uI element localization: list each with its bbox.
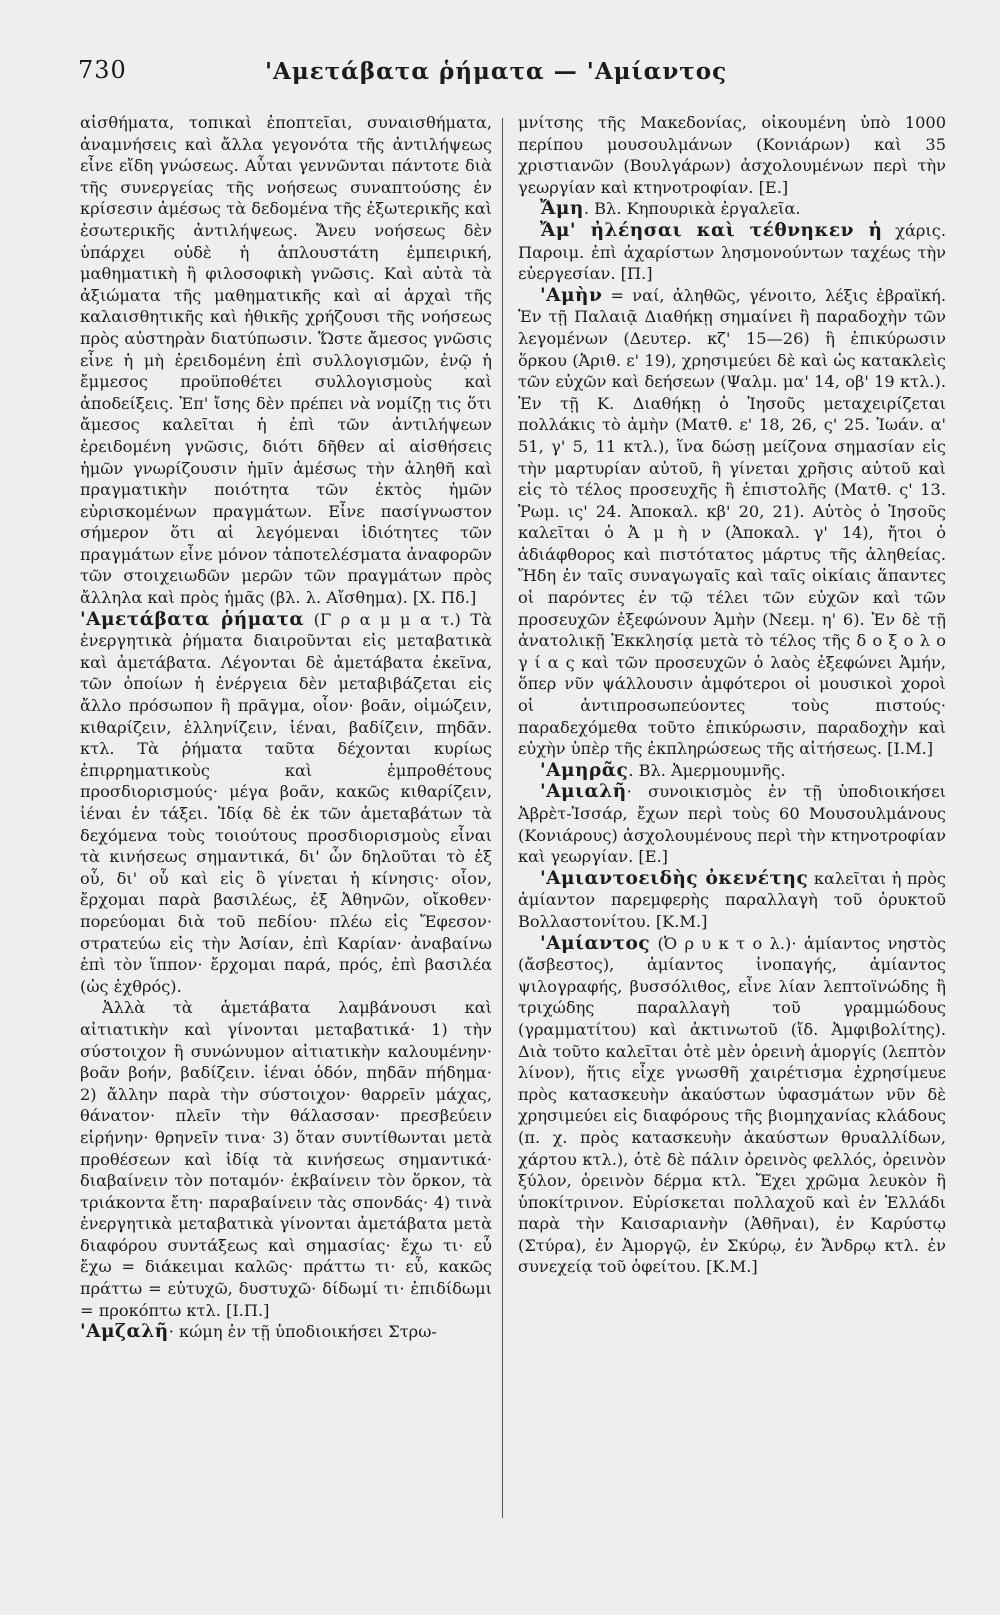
entry-continuation	[80, 112, 492, 609]
entry-amiantos	[518, 933, 946, 1279]
entry-headword: Ἄμη	[540, 198, 584, 220]
entry-text: (Ὀ ρ υ κ τ ο λ.)· ἀμίαντος νηστὸς (ἄσβεστος), ἀμίαντος ἰνοπαγής, ἀμίαντος ψιλογραφής, βυσσόλιθος, εἶνε λίαν λεπτοϊνώδης ἢ τριχώδης παραλλαγὴ τοῦ γραμμώδους (γραμματίτου) καὶ ἀκτινωτοῦ (ἴδ. Ἀμφιβολίτης). Διὰ τοῦτο καλεῖται ὁτὲ μὲν ὀρεινὴ ἀμοργίς (λεπτὸν λίνον), ἥτις εἶχε γνωσθῆ χαιρέτισμα ἐχρησίμευε πρὸς κατασκευὴν ἀκαύστων ὑφασμάτων νῦν δὲ χρησιμεύει εἰς διαφόρους τῆς βιομηχανίας κλάδους (π. χ. πρὸς κατασκευὴν ἀκαύστων θρυαλλίδων, χάρτου κτλ.), ὁτὲ δὲ πάλιν ὀρεινὸς φελλός, ὀρεινὸν ξύλον, ὀρεινὸν δέρμα κτλ. Ἔχει χρῶμα λευκὸν ἢ ὑποκίτρινον. Εὑρίσκεται πολλαχοῦ καὶ ἐν Ἑλλάδι παρὰ τὴν Καισαριανὴν (Ἀθῆναι), ἐν Καρύστῳ (Στύρα), ἐν Ἀμοργῷ, ἐν Σκύρῳ, ἐν Ἄνδρῳ κτλ. ἐν συνεχείᾳ τοῦ ὀφείτου. [Κ.Μ.]	[518, 933, 946, 1277]
entry-amiali	[518, 781, 946, 867]
entry-text: μνίτσης τῆς Μακεδονίας, οἰκουμένη ὑπὸ 1000 περίπου μουσουλμάνων (Κονιάρων) καὶ 35 χριστιανῶν (Βουλγάρων) ἀσχολουμένων περὶ τὴν γεωργίαν καὶ κτηνοτροφίαν. [Ε.]	[518, 113, 946, 197]
column-divider	[502, 118, 503, 1518]
entry-text: καλεῖται ἡ πρὸς ἀμίαντον παρεμφερὴς παραλλαγὴ τοῦ ὀρυκτοῦ Βολλαστονίτου. [Κ.Μ.]	[518, 868, 946, 931]
right-column	[518, 112, 946, 1278]
entry-text: = ναί, ἀληθῶς, γένοιτο, λέξις ἑβραϊκή. Ἐν τῇ Παλαιᾷ Διαθήκῃ σημαίνει ἢ παραδοχὴν τῶν λεγομένων (Δευτερ. κζ' 15—26) ἢ ἐπικύρωσιν ὅρκου (Ἀριθ. ε' 19), χρησιμεύει δὲ καὶ ὡς κατακλεὶς τῶν εὐχῶν καὶ δεήσεων (Ψαλμ. μα' 14, οβ' 19 κτλ.). Ἐν τῇ Κ. Διαθήκῃ ὁ Ἰησοῦς μεταχειρίζεται πολλάκις τὸ ἀμὴν (Ματθ. ε' 18, 26, ς' 25. Ἰωάν. α' 51, γ' 5, 11 κτλ.), ἵνα δώσῃ μείζονα σημασίαν εἰς τὴν μαρτυρίαν αὐτοῦ, ἢ γίνεται χρῆσις αὐτοῦ καὶ εἰς τὸ τέλος προσευχῆς ἢ ἐπιστολῆς (Ματθ. ς' 13. Ῥωμ. ις' 24. Ἀποκαλ. κβ' 20, 21). Αὐτὸς ὁ Ἰησοῦς καλεῖται ὁ Ἀ μ ὴ ν (Ἀποκαλ. γ' 14), ἤτοι ὁ ἀδιάφθορος καὶ πιστότατος μάρτυς τῆς ἀληθείας. Ἤδη ἐν ταῖς συναγωγαῖς καὶ ταῖς οἰκίαις ἅπαντες οἱ παρόντες ἐν τῷ τέλει τῶν εὐχῶν καὶ τῶν προσευχῶν ἐξεφώνουν Ἀμὴν (Νεεμ. η' 6). Ἐν δὲ τῇ ἀνατολικῇ Ἐκκλησίᾳ μετὰ τὸ τέλος τῆς δ ο ξ ο λ ο γ ί α ς καὶ τῶν προσευχῶν ὁ λαὸς ἐξεφώνει Ἀμήν, ὅπερ νῦν ψάλλουσιν ἀμφότεροι οἱ μουσικοὶ χοροὶ οἱ ἀντιπροσωπεύοντες τοὺς πιστούς· παραδεχόμεθα τοῦτο ἐπικύρωσιν, παραδοχὴν καὶ εὐχὴν ὑπὲρ τῆς ἐκπληρώσεως τῆς αἰτήσεως. [Ι.Μ.]	[518, 285, 946, 759]
entry-amiras	[518, 760, 946, 782]
entry-amin	[518, 285, 946, 760]
entry-headword: 'Αμηρᾶς	[540, 759, 629, 781]
left-column	[80, 112, 492, 1343]
entry-text: (Γ ρ α μ μ α τ.) Τὰ ἐνεργητικὰ ῥήματα διαιροῦνται εἰς μεταβατικὰ καὶ ἀμετάβατα. Λέγονται δὲ ἀμετάβατα ἐκεῖνα, τῶν ὁποίων ἡ ἐνέργεια δὲν μεταβιβάζεται εἰς ἄλλο πρόσωπον ἢ πρᾶγμα, οἷον· βοᾶν, οἰμώζειν, κιθαρίζειν, ἑλληνίζειν, ἰέναι, βαδίζειν, πηδᾶν. κτλ. Τὰ ῥήματα ταῦτα δέχονται κυρίως ἐπιρρηματικοὺς καὶ ἐμπροθέτους προσδιορισμούς· μέγα βοᾶν, κακῶς κιθαρίζειν, ἰέναι ἐν τάξει. Ἰδίᾳ δὲ ἐκ τῶν ἀμεταβάτων τὰ δεχόμενα τοὺς τοιούτους προσδιορισμοὺς εἶναι τὰ κινήσεως σημαντικά, δι' ὧν δηλοῦται τὸ ἐξ οὗ, δι' οὗ καὶ εἰς ὃ γίνεται ἡ κίνησις· οἷον, ἔρχομαι παρὰ βασιλέως, ἐξ Ἀθηνῶν, οἴκοθεν· πορεύομαι διὰ τοῦ πεδίου· πλέω εἰς Ἔφεσον· στρατεύω εἰς τὴν Ἀσίαν, ἐπὶ Καρίαν· ἀναβαίνω ἐπὶ τὸν ἵππον· ἔρχομαι παρά, πρός, ἐπὶ βασιλέα (ὡς ἐχθρός).	[80, 609, 492, 996]
entry-headword: 'Αμιαντοειδὴς ὀκενέτης	[540, 867, 809, 889]
entry-am-ileisai	[518, 220, 946, 285]
entry-amiantoeidis	[518, 868, 946, 933]
entry-text: . Βλ. Κηπουρικὰ ἐργαλεῖα.	[583, 199, 801, 219]
entry-text: . Βλ. Ἀμερμουμνῆς.	[628, 760, 786, 780]
entry-continuation	[518, 112, 946, 198]
entry-text: · κώμη ἐν τῇ ὑποδιοικήσει Στρω-	[168, 1322, 437, 1342]
entry-text: · συνοικισμὸς ἐν τῇ ὑποδιοικήσει Ἀβρὲτ-Ἱσσάρ, ἔχων περὶ τοὺς 60 Μουσουλμάνους (Κονιάρους) ἀσχολουμένους περὶ τὴν κτηνοτροφίαν καὶ γεωργίαν. [Ε.]	[518, 782, 946, 867]
entry-headword: 'Αμετάβατα ῥήματα	[80, 608, 305, 630]
entry-text: χάρις. Παροιμ. ἐπὶ ἀχαρίστων λησμονούντων ταχέως τὴν εὐεργεσίαν. [Π.]	[518, 220, 946, 284]
running-head: 'Αμετάβατα ῥήματα — 'Αμίαντος	[265, 58, 728, 85]
entry-amzali	[80, 1321, 492, 1343]
entry-ametavata-continued	[80, 997, 492, 1321]
entry-headword: 'Αμίαντος	[540, 932, 651, 954]
entry-text: Ἀλλὰ τὰ ἀμετάβατα λαμβάνουσι καὶ αἰτιατικὴν καὶ γίνονται μεταβατικά· 1) τὴν σύστοιχον ἢ συνώνυμον αἰτιατικὴν καλουμένην· βοᾶν βοήν, βαδίζειν. ἰέναι ὁδόν, πηδᾶν πήδημα· 2) ἄλλην παρὰ τὴν σύστοιχον· θαρρεῖν μάχας, θάνατον· πλεῖν τὴν θάλασσαν· πρεσβεύειν εἰρήνην· θρηνεῖν τινα· 3) ὅταν συντίθωνται μετὰ προθέσεων καὶ ἰδίᾳ τὰ κινήσεως σημαντικά· διαβαίνειν τὸν ποταμόν· ἐκβαίνειν τὸν ὅρκον, τὰ τριάκοντα ἔτη· παραβαίνειν τὰς σπονδάς· 4) τινὰ ἐνεργητικὰ μεταβατικὰ γίνονται ἀμετάβατα μετὰ διαφόρου συντάξεως καὶ σημασίας· ἔχω τι· εὖ ἔχω = διάκειμαι καλῶς· πράττω τι· εὖ, κακῶς πράττω = εὐτυχῶ, δυστυχῶ· δίδωμί τι· ἐπιδίδωμι = προκόπτω κτλ. [Ι.Π.]	[80, 998, 492, 1320]
entry-headword: 'Αμζαλῆ	[80, 1321, 169, 1343]
page-number: 730	[78, 56, 127, 84]
entry-headword: 'Αμιαλῆ	[540, 781, 627, 803]
entry-text: αἰσθήματα, τοπικαὶ ἐποπτεῖαι, συναισθήματα, ἀναμνήσεις καὶ ἄλλα γεγονότα τῆς ἀντιλήψεως εἶνε εἴδη γνώσεως. Αὗται γεννῶνται πάντοτε διὰ τῆς συνεργείας τῆς νοήσεως συναπτούσης ἐν κρίσεσιν ἀμέσως τὰ δεδομένα τῆς ἐξωτερικῆς καὶ ἐσωτερικῆς ἀντιλήψεως. Ἄνευ νοήσεως δὲν ὑπάρχει οὐδὲ ἡ ἁπλουστάτη ἐμπειρική, μαθηματικὴ ἢ φιλοσοφικὴ γνῶσις. Καὶ αὐτὰ τὰ ἀξιώματα τῆς μαθηματικῆς καὶ αἱ ἀρχαὶ τῆς καλαισθητικῆς καὶ ἠθικῆς χρήζουσι τῆς νοήσεως πρὸς αὐστηρὰν διατύπωσιν. Ὥστε ἄμεσος γνῶσις εἶνε ἡ μὴ ἐρειδομένη ἐπὶ συλλογισμῶν, ἐνῷ ἡ ἔμμεσος προϋποθέτει συλλογισμοὺς καὶ ἀποδείξεις. Ἐπ' ἴσης δὲν πρέπει νὰ νομίζῃ τις ὅτι ἄμεσος καλεῖται ἡ ἐπὶ τῶν ἀντιλήψεων ἐρειδομένη γνῶσις, διότι δῆθεν αἱ αἰσθήσεις ἡμῶν γνωρίζουσιν ἡμῖν ἀμέσως τὴν ἀληθῆ καὶ πραγματικὴν ποιότητα τῶν ἐκτὸς ἡμῶν εὑρισκομένων πραγμάτων. Εἶνε πασίγνωστον σήμερον ὅτι αἱ λεγόμεναι ἰδιότητες τῶν πραγμάτων εἶνε μόνον τἀποτελέσματα ἀναφορῶν τῶν στοιχειωδῶν μερῶν τῶν πραγμάτων πρὸς ἄλληλα καὶ πρὸς ἡμᾶς (βλ. λ. Αἴσθημα). [Χ. Πδ.]	[80, 113, 492, 608]
entry-headword: 'Αμὴν	[540, 284, 603, 306]
entry-headword: Ἄμ' ἠλέησαι καὶ τέθνηκεν ἡ	[540, 219, 883, 241]
entry-ametavata-rimata	[80, 609, 492, 998]
entry-ami	[518, 198, 946, 220]
